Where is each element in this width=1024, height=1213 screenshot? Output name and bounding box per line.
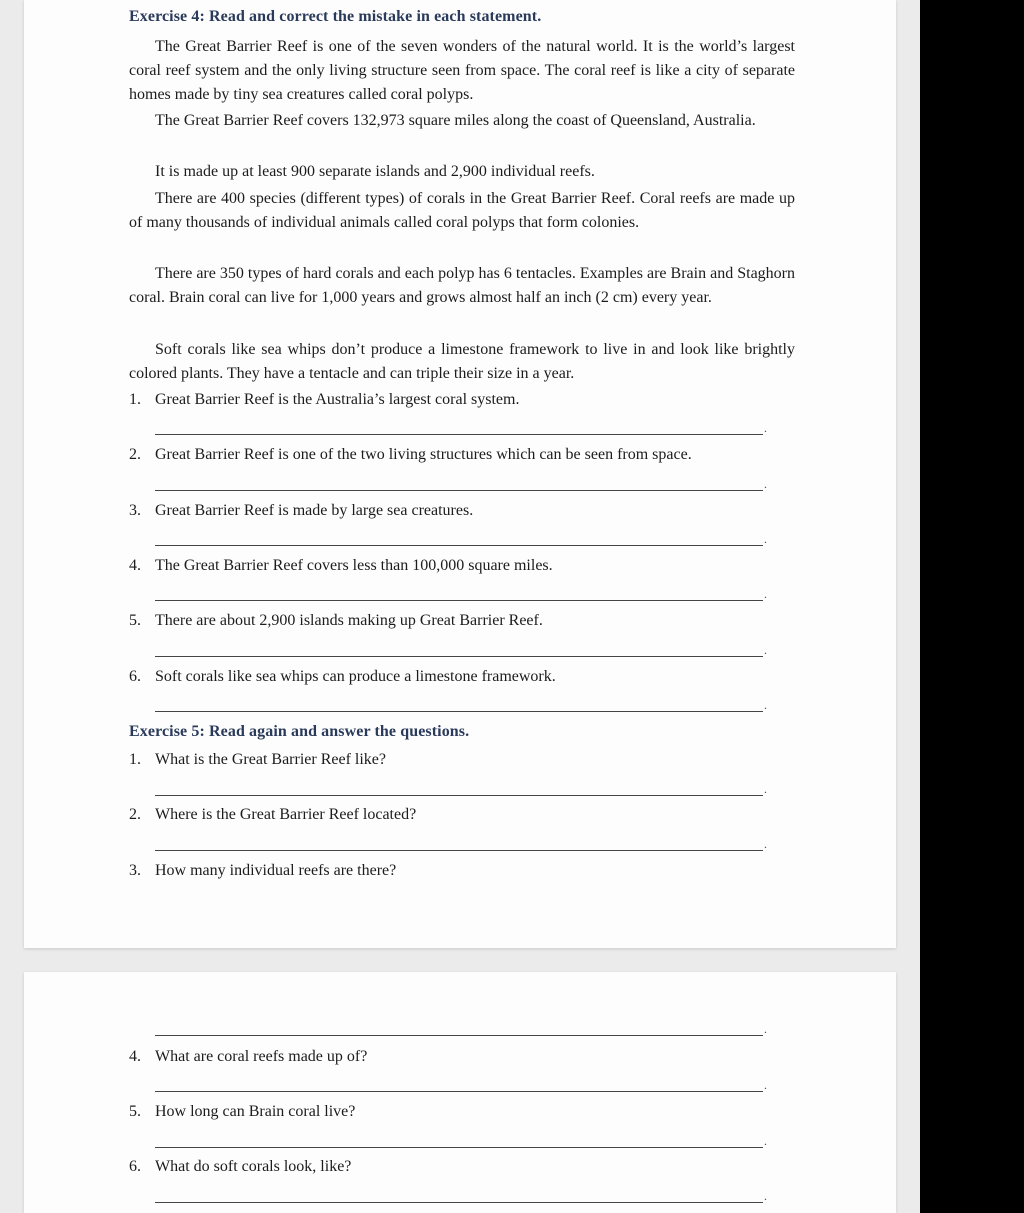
statement-text: Soft corals like sea whips can produce a limestone framework. bbox=[155, 668, 556, 685]
answer-line[interactable] bbox=[155, 711, 763, 712]
reading-paragraph: There are 350 types of hard corals and each polyp has 6 tentacles. Examples are Brain and Staghorn coral. Brain coral can live for 1,000 years and grows almost half an inch (2 cm) every year. bbox=[129, 265, 795, 306]
question-number: 1. bbox=[129, 751, 141, 768]
statement-number: 5. bbox=[129, 612, 141, 629]
question-number: 3. bbox=[129, 862, 141, 879]
statement-text: Great Barrier Reef is made by large sea creatures. bbox=[155, 502, 474, 519]
answer-line[interactable] bbox=[155, 795, 763, 796]
reading-paragraph: It is made up at least 900 separate islands and 2,900 individual reefs. bbox=[155, 163, 595, 180]
answer-line[interactable] bbox=[155, 1035, 763, 1036]
answer-line[interactable] bbox=[155, 600, 763, 601]
exercise-4-heading: Exercise 4: Read and correct the mistake in each statement. bbox=[129, 8, 542, 25]
exercise-5-heading: Exercise 5: Read again and answer the questions. bbox=[129, 723, 470, 740]
question-text: What is the Great Barrier Reef like? bbox=[155, 751, 386, 768]
statement-text: Great Barrier Reef is one of the two living structures which can be seen from space. bbox=[155, 446, 692, 463]
statement-text: There are about 2,900 islands making up Great Barrier Reef. bbox=[155, 612, 543, 629]
question-number: 2. bbox=[129, 806, 141, 823]
answer-line[interactable] bbox=[155, 434, 763, 435]
question-text: What do soft corals look, like? bbox=[155, 1158, 352, 1175]
question-number: 5. bbox=[129, 1103, 141, 1120]
question-number: 6. bbox=[129, 1158, 141, 1175]
answer-line[interactable] bbox=[155, 850, 763, 851]
statement-number: 1. bbox=[129, 391, 141, 408]
statement-number: 3. bbox=[129, 502, 141, 519]
statement-number: 4. bbox=[129, 557, 141, 574]
worksheet-page-1 bbox=[24, 0, 896, 948]
reading-paragraph: The Great Barrier Reef is one of the seven wonders of the natural world. It is the world’s largest coral reef system and the only living structure seen from space. The coral reef is like a city of separate homes made by tiny sea creatures called coral polyps. bbox=[129, 38, 795, 103]
question-text: How many individual reefs are there? bbox=[155, 862, 397, 879]
reading-paragraph: There are 400 species (different types) of corals in the Great Barrier Reef. Coral reefs are made up of many thousands of individual animals called coral polyps that form colonies. bbox=[129, 190, 795, 231]
worksheet-page-2 bbox=[24, 972, 896, 1213]
answer-line[interactable] bbox=[155, 1091, 763, 1092]
reading-paragraph: Soft corals like sea whips don’t produce a limestone framework to live in and look like brightly colored plants. They have a tentacle and can triple their size in a year. bbox=[129, 341, 795, 382]
question-text: What are coral reefs made up of? bbox=[155, 1048, 368, 1065]
statement-text: The Great Barrier Reef covers less than 100,000 square miles. bbox=[155, 557, 553, 574]
answer-line[interactable] bbox=[155, 1202, 763, 1203]
answer-line[interactable] bbox=[155, 656, 763, 657]
answer-line[interactable] bbox=[155, 545, 763, 546]
question-number: 4. bbox=[129, 1048, 141, 1065]
statement-number: 6. bbox=[129, 668, 141, 685]
screen-edge-bar bbox=[920, 0, 1024, 1213]
statement-text: Great Barrier Reef is the Australia’s largest coral system. bbox=[155, 391, 520, 408]
question-text: Where is the Great Barrier Reef located? bbox=[155, 806, 417, 823]
answer-line[interactable] bbox=[155, 490, 763, 491]
answer-line[interactable] bbox=[155, 1147, 763, 1148]
statement-number: 2. bbox=[129, 446, 141, 463]
question-text: How long can Brain coral live? bbox=[155, 1103, 356, 1120]
reading-paragraph: The Great Barrier Reef covers 132,973 square miles along the coast of Queensland, Australia. bbox=[155, 112, 756, 129]
